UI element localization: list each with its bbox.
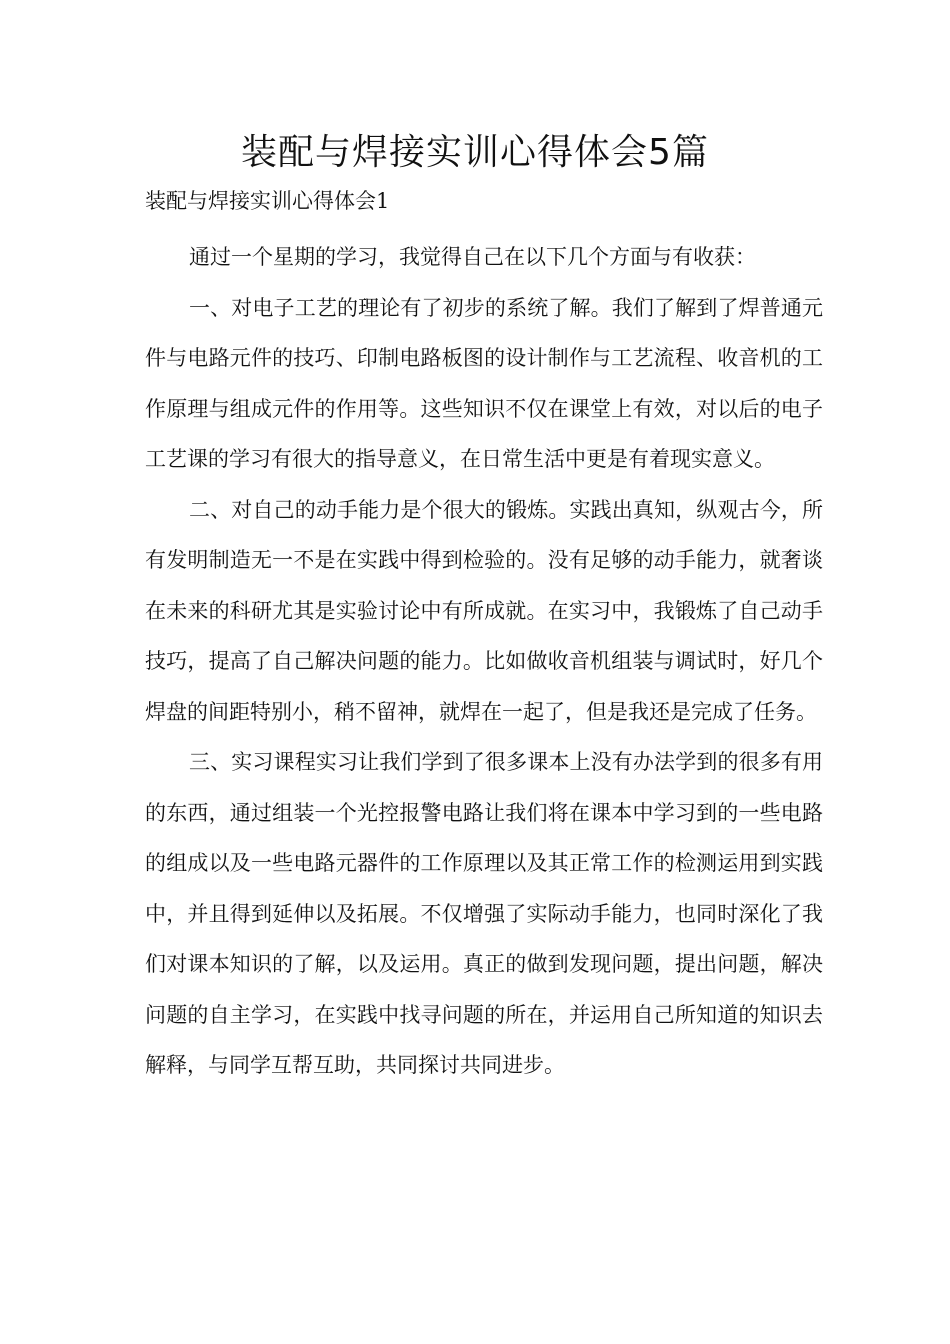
document-title: 装配与焊接实训心得体会5篇	[241, 132, 709, 173]
paragraph-three: 三、实习课程实习让我们学到了很多课本上没有办法学到的很多有用的东西，通过组装一个光控报警电路让我们将在课本中学习到的一些电路的组成以及一些电路元器件的工作原理以及其正常工作的检测运用到实践中，并且得到延伸以及拓展。不仅增强了实际动手能力，也同时深化了我们对课本知识的了解，以及运用。真正的做到发现问题，提出问题，解决问题的自主学习，在实践中找寻问题的所在，并运用自己所知道的知识去解释，与同学互帮互助，共同探讨共同进步。	[145, 750, 823, 1077]
paragraph-intro: 通过一个星期的学习，我觉得自己在以下几个方面与有收获：	[189, 245, 756, 269]
section-subtitle: 装配与焊接实训心得体会1	[145, 189, 390, 213]
paragraph-two: 二、对自己的动手能力是个很大的锻炼。实践出真知，纵观古今，所有发明制造无一不是在实践中得到检验的。没有足够的动手能力，就奢谈在未来的科研尤其是实验讨论中有所成就。在实习中，我锻炼了自己动手技巧，提高了自己解决问题的能力。比如做收音机组装与调试时，好几个焊盘的间距特别小，稍不留神，就焊在一起了，但是我还是完成了任务。	[145, 497, 823, 724]
document-body	[145, 232, 823, 1091]
paragraph-one: 一、对电子工艺的理论有了初步的系统了解。我们了解到了焊普通元件与电路元件的技巧、印制电路板图的设计制作与工艺流程、收音机的工作原理与组成元件的作用等。这些知识不仅在课堂上有效，对以后的电子工艺课的学习有很大的指导意义，在日常生活中更是有着现实意义。	[145, 295, 823, 471]
